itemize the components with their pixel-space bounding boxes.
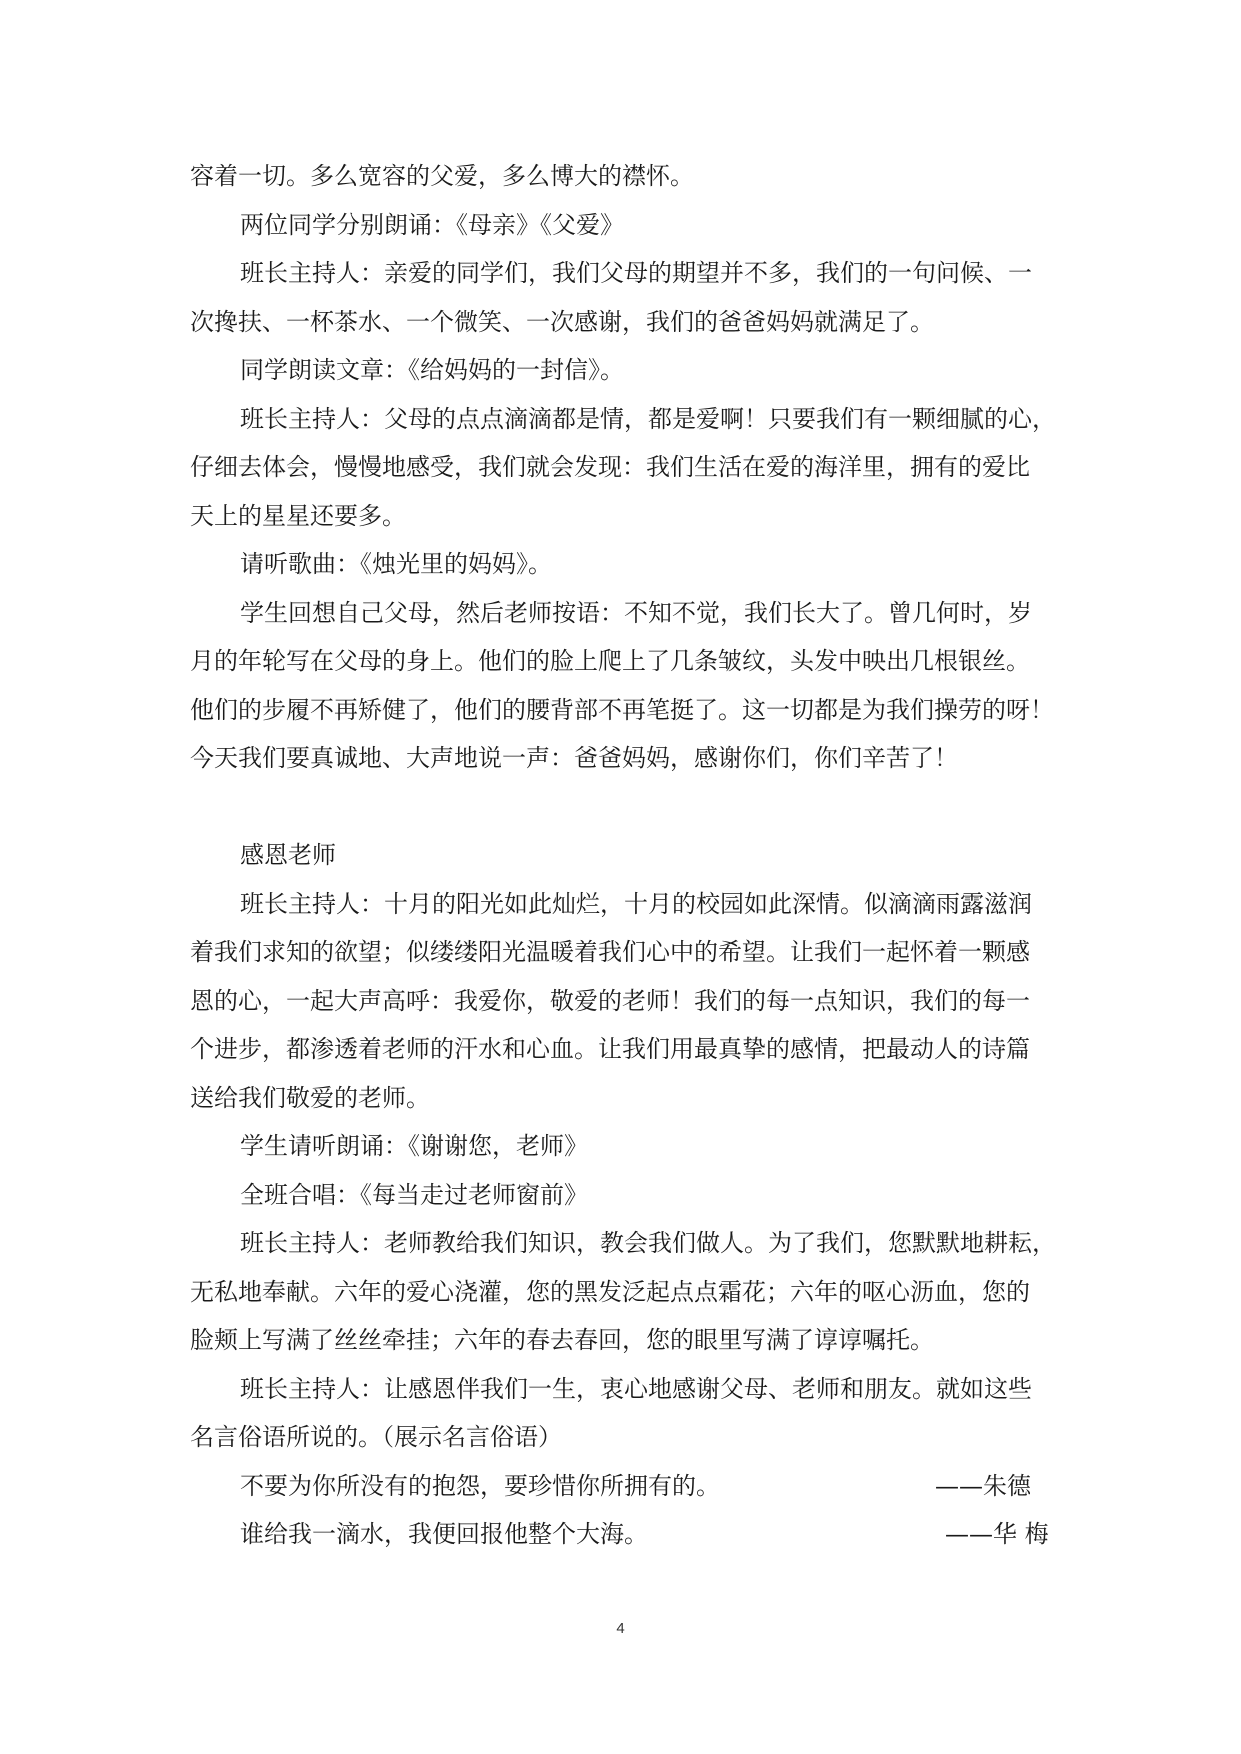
paragraph-line: 学生回想自己父母，然后老师按语：不知不觉，我们长大了。曾几何时，岁 [240, 598, 1032, 627]
paragraph-line: 同学朗读文章：《给妈妈的一封信》。 [240, 356, 624, 384]
paragraph-line: 脸颊上写满了丝丝牵挂；六年的春去春回，您的眼里写满了谆谆嘱托。 [190, 1326, 934, 1354]
quote-text: 不要为你所没有的抱怨，要珍惜你所拥有的。 [240, 1471, 720, 1500]
paragraph-line: 请听歌曲：《烛光里的妈妈》。 [240, 550, 552, 578]
paragraph-line: 班长主持人：十月的阳光如此灿烂，十月的校园如此深情。似滴滴雨露滋润 [240, 889, 1032, 918]
paragraph-line: 全班合唱：《每当走过老师窗前》 [240, 1180, 588, 1209]
page-content [190, 152, 1060, 1559]
paragraph-line: 班长主持人：亲爱的同学们，我们父母的期望并不多，我们的一句问候、一 [240, 259, 1032, 287]
paragraph-line: 着我们求知的欲望；似缕缕阳光温暖着我们心中的希望。让我们一起怀着一颗感 [190, 938, 1030, 966]
paragraph-line: 班长主持人：老师教给我们知识，教会我们做人。为了我们，您默默地耕耘， [240, 1229, 1056, 1257]
quote-text: 谁给我一滴水，我便回报他整个大海。 [240, 1520, 648, 1548]
paragraph-line: 次搀扶、一杯茶水、一个微笑、一次感谢，我们的爸爸妈妈就满足了。 [190, 307, 934, 336]
paragraph-line: 班长主持人：让感恩伴我们一生，衷心地感谢父母、老师和朋友。就如这些 [240, 1374, 1032, 1403]
paragraph-line: 送给我们敬爱的老师。 [190, 1083, 430, 1112]
paragraph-line: 他们的步履不再矫健了，他们的腰背部不再笔挺了。这一切都是为我们操劳的呀！ [190, 695, 1054, 724]
paragraph-line: 无私地奉献。六年的爱心浇灌，您的黑发泛起点点霜花；六年的呕心沥血，您的 [190, 1277, 1030, 1306]
paragraph-line: 天上的星星还要多。 [190, 501, 406, 530]
paragraph-line: 个进步，都渗透着老师的汗水和心血。让我们用最真挚的感情，把最动人的诗篇 [190, 1035, 1030, 1063]
quote-author: ——华 梅 [945, 1520, 1049, 1548]
paragraph-line: 今天我们要真诚地、大声地说一声：爸爸妈妈，感谢你们，你们辛苦了！ [190, 744, 958, 772]
paragraph-line: 月的年轮写在父母的身上。他们的脸上爬上了几条皱纹，头发中映出几根银丝。 [190, 647, 1030, 675]
paragraph-line: 恩的心，一起大声高呼：我爱你，敬爱的老师！我们的每一点知识，我们的每一 [190, 986, 1030, 1015]
quote-line [190, 1510, 1060, 1559]
quote-author: ——朱德 [935, 1471, 1031, 1500]
paragraph-line: 名言俗语所说的。（展示名言俗语） [190, 1423, 562, 1451]
paragraph-line: 容着一切。多么宽容的父爱，多么博大的襟怀。 [190, 162, 694, 190]
blank-line [190, 783, 1060, 832]
page-number: 4 [616, 1620, 625, 1637]
paragraph-line: 两位同学分别朗诵：《母亲》《父爱》 [240, 210, 624, 239]
quote-line [190, 1462, 1060, 1511]
paragraph-line: 学生请听朗诵：《谢谢您，老师》 [240, 1132, 588, 1160]
paragraph-line: 仔细去体会，慢慢地感受，我们就会发现：我们生活在爱的海洋里，拥有的爱比 [190, 453, 1030, 481]
paragraph-line: 班长主持人：父母的点点滴滴都是情，都是爱啊！只要我们有一颗细腻的心， [240, 404, 1056, 433]
section-heading: 感恩老师 [240, 841, 336, 869]
